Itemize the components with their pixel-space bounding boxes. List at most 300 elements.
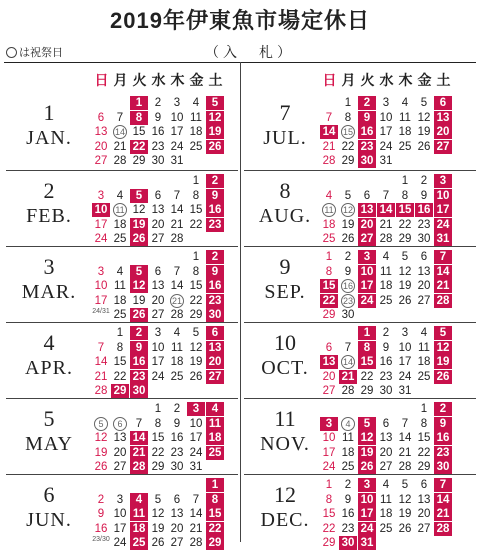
day-cell: 15	[132, 126, 146, 138]
day-cell: 8	[192, 265, 200, 278]
day-cell: 16	[206, 279, 224, 293]
month-label-3	[4, 256, 94, 302]
day-cell: 5	[206, 96, 224, 110]
day-cell: 30	[417, 233, 431, 245]
day-cell: 3	[116, 493, 124, 506]
day-cell: 22	[130, 140, 148, 154]
day-cell: 21	[171, 295, 182, 306]
day-cell: 10	[189, 417, 203, 430]
day-cell: 1	[192, 175, 200, 187]
month-label-8	[240, 180, 330, 226]
day-cell: 29	[189, 309, 203, 321]
day-cell: 7	[434, 250, 452, 264]
day-cell: 26	[130, 232, 148, 246]
day-cell: 2	[97, 493, 105, 506]
day-cell: 25	[379, 294, 393, 307]
day-cell: 29	[417, 461, 431, 473]
auction-subtitle: （入 札）	[205, 44, 295, 60]
month-number: 12	[274, 482, 296, 507]
month-label-12	[240, 484, 330, 530]
day-cell: 29	[111, 384, 129, 398]
day-cell: 1	[154, 403, 162, 415]
day-cell: 2	[154, 97, 162, 109]
day-cell: 2	[130, 326, 148, 340]
month-label-11	[240, 408, 330, 454]
day-cell: 9	[154, 111, 162, 124]
day-cell: 11	[320, 203, 338, 217]
day-cell: 14	[130, 431, 148, 445]
day-cell: 10	[358, 493, 376, 507]
day-cell: 27	[206, 370, 224, 384]
day-cell: 6	[420, 251, 428, 263]
day-cell: 5	[130, 265, 148, 279]
day-cell: 5	[192, 327, 200, 339]
day-cell: 4	[192, 97, 200, 109]
day-cell: 21	[339, 370, 357, 384]
day-cell: 16	[170, 432, 184, 444]
day-cell: 2	[344, 251, 352, 263]
day-cell: 4	[325, 189, 333, 202]
day-cell: 9	[206, 265, 224, 279]
month-label-7	[240, 102, 330, 148]
day-cell: 29	[322, 309, 336, 321]
day-cell: 20	[434, 125, 452, 139]
day-cell: 16	[342, 281, 353, 291]
day-cell: 13	[358, 203, 376, 217]
day-cell: 20	[94, 140, 108, 153]
day-cell: 14	[342, 357, 353, 367]
day-cell: 17	[189, 432, 203, 444]
day-cell: 9	[344, 493, 352, 506]
day-cell: 16	[151, 126, 165, 138]
day-cell: 26	[341, 233, 355, 245]
day-cell: 19	[398, 508, 412, 520]
day-cell: 22	[206, 522, 224, 536]
day-cell: 22	[320, 294, 338, 308]
day-cell: 29	[132, 155, 146, 167]
weekday-1: 月	[341, 72, 356, 88]
month-label-4	[4, 332, 94, 378]
day-cell: 1	[130, 96, 148, 110]
day-cell: 18	[398, 126, 412, 138]
day-cell: 16	[94, 522, 108, 535]
day-cell: 27	[417, 522, 431, 535]
day-cell: 13	[151, 204, 165, 216]
month-divider	[244, 474, 476, 475]
month-abbr: MAY	[25, 433, 73, 455]
day-cell: 14	[170, 204, 184, 216]
month-label-9	[240, 256, 330, 302]
day-cell: 14	[398, 432, 412, 444]
day-cell: 5	[130, 189, 148, 203]
day-cell: 27	[417, 294, 431, 307]
day-cell: 13	[417, 493, 431, 506]
day-cell: 16	[434, 431, 452, 445]
day-cell: 18	[341, 446, 355, 459]
day-cell: 10	[358, 265, 376, 279]
day-cell: 18	[379, 508, 393, 520]
day-cell: 19	[132, 294, 146, 307]
day-cell: 22	[151, 446, 165, 459]
day-cell: 10	[151, 341, 165, 354]
day-cell: 10	[94, 280, 108, 292]
weekday-header-right	[320, 70, 453, 92]
day-cell: 3	[358, 250, 376, 264]
day-cell: 5	[401, 251, 409, 263]
day-cell: 6	[206, 326, 224, 340]
day-cell: 20	[358, 218, 376, 232]
day-cell: 15	[189, 280, 203, 292]
day-cell: 18	[379, 280, 393, 292]
day-cell: 8	[206, 493, 224, 507]
day-cell: 31	[170, 155, 184, 167]
day-cell: 1	[192, 251, 200, 263]
day-cell: 5	[154, 493, 162, 506]
day-cell: 25	[113, 233, 127, 245]
day-cell: 25	[113, 309, 127, 321]
day-cell: 4	[173, 327, 181, 339]
day-cell: 29	[341, 155, 355, 167]
day-cell: 26	[434, 370, 452, 384]
day-cell: 15	[113, 356, 127, 368]
day-cell: 27	[170, 537, 184, 549]
day-cell: 3	[434, 174, 452, 188]
day-cell: 6	[111, 417, 129, 431]
day-cell: 4	[206, 402, 224, 416]
day-cell: 1	[401, 175, 409, 187]
day-cell: 23	[130, 370, 148, 384]
day-cell: 1	[206, 478, 224, 492]
day-cell: 9	[434, 417, 452, 431]
day-cell: 23	[170, 446, 184, 459]
day-cell: 30	[339, 536, 357, 550]
day-cell: 7	[173, 265, 181, 278]
day-cell: 28	[189, 537, 203, 549]
day-cell: 26	[398, 522, 412, 535]
day-cell: 24	[358, 294, 376, 308]
day-cell: 24	[358, 522, 376, 536]
day-cell: 27	[94, 155, 108, 167]
day-cell: 24	[189, 446, 203, 459]
day-cell: 29	[360, 385, 374, 397]
day-cell: 21	[322, 140, 336, 153]
day-cell: 24	[151, 370, 165, 383]
day-cell: 18	[130, 522, 148, 536]
day-cell: 13	[94, 126, 108, 138]
day-cell: 19	[434, 355, 452, 369]
day-cell: 25	[170, 370, 184, 383]
day-cell: 23	[379, 370, 393, 383]
day-cell: 31	[189, 461, 203, 473]
day-cell: 24	[94, 233, 108, 245]
month-abbr: JUN.	[26, 509, 72, 531]
day-cell: 30	[358, 154, 376, 168]
month-label-1	[4, 102, 94, 148]
holiday-legend-text: は祝祭日	[19, 47, 63, 59]
day-cell: 24	[398, 370, 412, 383]
day-cell: 15	[322, 508, 336, 520]
month-abbr: NOV.	[260, 433, 310, 455]
day-cell: 14	[320, 125, 338, 139]
day-cell: 30	[341, 309, 355, 321]
day-cell: 24	[379, 140, 393, 153]
day-cell: 4	[116, 189, 124, 202]
day-cell: 23	[341, 522, 355, 535]
day-cell: 28	[170, 233, 184, 245]
day-cell: 6	[97, 111, 105, 124]
day-cell: 12	[151, 508, 165, 520]
day-cell: 24	[434, 218, 452, 232]
day-cell: 26	[151, 537, 165, 549]
day-cell: 5	[434, 326, 452, 340]
weekday-0: 日	[94, 72, 109, 88]
page-title: 2019年伊東魚市場定休日	[110, 8, 370, 33]
day-cell: 16	[415, 203, 433, 217]
day-cell: 17	[398, 356, 412, 368]
day-cell: 20	[151, 294, 165, 307]
day-cell: 30	[434, 460, 452, 474]
day-cell: 2	[206, 174, 224, 188]
day-cell: 17	[434, 203, 452, 217]
day-cell: 8	[116, 341, 124, 354]
day-cell: 25	[130, 536, 148, 550]
day-cell: 28	[341, 385, 355, 397]
day-cell: 12	[358, 431, 376, 445]
day-cell: 11	[206, 417, 224, 431]
day-cell: 27	[434, 140, 452, 154]
day-cell: 17	[322, 446, 336, 459]
day-cell: 4	[130, 493, 148, 507]
month-abbr: JUL.	[263, 127, 307, 149]
day-cell: 17	[113, 522, 127, 535]
day-cell: 12	[94, 432, 108, 444]
day-cell: 2	[382, 327, 390, 339]
day-cell: 11	[342, 432, 354, 444]
day-cell: 7	[382, 189, 390, 202]
day-cell: 27	[322, 385, 336, 397]
day-cell: 10	[379, 111, 393, 124]
day-cell: 20	[170, 522, 184, 535]
day-cell: 26	[206, 140, 224, 154]
day-cell: 23	[206, 218, 224, 232]
day-cell: 26	[94, 461, 108, 473]
day-cell: 5	[344, 189, 352, 202]
day-cell: 18	[206, 431, 224, 445]
day-cell: 12	[398, 265, 412, 278]
day-cell: 9	[358, 111, 376, 125]
day-cell: 4	[382, 251, 390, 263]
day-cell: 19	[206, 125, 224, 139]
day-cell: 24/31	[92, 308, 110, 315]
day-cell: 17	[94, 294, 108, 307]
month-label-5	[4, 408, 94, 454]
month-abbr: OCT.	[261, 357, 309, 379]
day-cell: 30	[170, 461, 184, 473]
month-divider	[244, 322, 476, 323]
day-cell: 31	[379, 155, 393, 167]
day-cell: 18	[189, 126, 203, 138]
month-divider	[6, 474, 238, 475]
day-cell: 21	[379, 218, 393, 231]
day-cell: 15	[342, 127, 353, 137]
day-cell: 5	[401, 479, 409, 491]
day-cell: 9	[420, 189, 428, 202]
day-cell: 3	[154, 327, 162, 339]
month-abbr: AUG.	[258, 205, 312, 227]
day-cell: 13	[379, 432, 393, 444]
day-cell: 8	[130, 111, 148, 125]
day-cell: 6	[363, 189, 371, 202]
day-cell: 23	[358, 140, 376, 154]
day-cell: 15	[189, 204, 203, 216]
weekday-4: 木	[398, 72, 413, 88]
day-cell: 17	[94, 218, 108, 231]
day-cell: 15	[151, 432, 165, 444]
day-cell: 22	[322, 522, 336, 535]
day-cell: 18	[113, 294, 127, 307]
day-cell: 28	[379, 233, 393, 245]
month-divider	[244, 398, 476, 399]
day-cell: 6	[382, 417, 390, 430]
day-cell: 20	[206, 355, 224, 369]
day-cell: 16	[379, 356, 393, 368]
day-cell: 17	[358, 279, 376, 293]
day-cell: 7	[344, 341, 352, 354]
day-cell: 14	[377, 203, 395, 217]
day-cell: 31	[434, 232, 452, 246]
day-cell: 8	[358, 341, 376, 355]
day-cell: 20	[417, 508, 431, 520]
day-cell: 11	[418, 341, 430, 354]
day-cell: 22	[113, 370, 127, 383]
day-cell: 10	[92, 203, 110, 217]
circle-icon	[6, 47, 17, 58]
day-cell: 7	[173, 189, 181, 202]
day-cell: 1	[325, 479, 333, 491]
day-cell: 12	[130, 279, 148, 293]
day-cell: 28	[94, 385, 108, 397]
month-divider	[6, 398, 238, 399]
day-cell: 11	[399, 111, 411, 124]
day-cell: 25	[379, 522, 393, 535]
day-cell: 1	[116, 327, 124, 339]
day-cell: 27	[151, 309, 165, 321]
day-cell: 4	[116, 265, 124, 278]
day-cell: 9	[344, 265, 352, 278]
day-cell: 16	[206, 203, 224, 217]
holiday-legend	[6, 44, 63, 60]
day-cell: 17	[379, 126, 393, 138]
day-cell: 16	[358, 125, 376, 139]
weekday-6: 土	[208, 72, 223, 88]
day-cell: 20	[379, 446, 393, 459]
day-cell: 10	[434, 189, 452, 203]
month-number: 6	[43, 482, 55, 507]
day-cell: 4	[401, 97, 409, 109]
weekday-header-left	[92, 70, 225, 92]
day-cell: 22	[398, 218, 412, 231]
day-cell: 26	[358, 460, 376, 474]
day-cell: 3	[401, 327, 409, 339]
day-cell: 22	[189, 218, 203, 231]
day-cell: 22	[417, 446, 431, 459]
month-abbr: DEC.	[260, 509, 310, 531]
month-number: 1	[43, 100, 55, 125]
day-cell: 25	[398, 140, 412, 153]
month-abbr: APR.	[25, 357, 73, 379]
day-cell: 18	[417, 356, 431, 368]
day-cell: 31	[358, 536, 376, 550]
day-cell: 17	[358, 507, 376, 521]
day-cell: 6	[173, 493, 181, 506]
day-cell: 6	[154, 189, 162, 202]
month-number: 11	[274, 406, 296, 431]
day-cell: 21	[189, 522, 203, 535]
day-cell: 30	[130, 384, 148, 398]
weekday-5: 金	[417, 72, 432, 88]
day-cell: 12	[206, 111, 224, 125]
day-cell: 14	[189, 508, 203, 520]
day-cell: 21	[170, 218, 184, 231]
month-number: 10	[274, 330, 296, 355]
day-cell: 13	[434, 111, 452, 125]
month-number: 9	[279, 254, 291, 279]
day-cell: 2	[420, 175, 428, 187]
day-cell: 2	[344, 479, 352, 491]
day-cell: 3	[173, 97, 181, 109]
day-cell: 23	[342, 295, 353, 306]
day-cell: 9	[173, 417, 181, 430]
day-cell: 24	[322, 461, 336, 473]
month-number: 2	[43, 178, 55, 203]
day-cell: 28	[434, 522, 452, 536]
day-cell: 15	[358, 355, 376, 369]
day-cell: 11	[380, 493, 392, 506]
day-cell: 2	[173, 403, 181, 415]
month-divider	[6, 322, 238, 323]
day-cell: 14	[434, 265, 452, 279]
day-cell: 13	[113, 432, 127, 444]
day-cell: 2	[206, 250, 224, 264]
day-cell: 11	[114, 280, 126, 292]
day-cell: 11	[380, 265, 392, 278]
day-cell: 13	[417, 265, 431, 278]
weekday-5: 金	[189, 72, 204, 88]
day-cell: 13	[206, 341, 224, 355]
month-divider	[244, 170, 476, 171]
month-abbr: SEP.	[264, 281, 306, 303]
day-cell: 19	[151, 522, 165, 535]
month-label-10	[240, 332, 330, 378]
day-cell: 21	[434, 507, 452, 521]
day-cell: 18	[113, 218, 127, 231]
day-cell: 6	[325, 341, 333, 354]
day-cell: 7	[97, 341, 105, 354]
day-cell: 3	[97, 189, 105, 202]
month-abbr: FEB.	[26, 205, 72, 227]
day-cell: 15	[320, 279, 338, 293]
day-cell: 28	[322, 155, 336, 167]
day-cell: 28	[130, 460, 148, 474]
day-cell: 20	[417, 280, 431, 292]
day-cell: 7	[192, 493, 200, 506]
day-cell: 27	[151, 233, 165, 245]
day-cell: 7	[135, 417, 143, 430]
day-cell: 19	[130, 218, 148, 232]
day-cell: 21	[398, 446, 412, 459]
day-cell: 27	[358, 232, 376, 246]
weekday-1: 月	[113, 72, 128, 88]
